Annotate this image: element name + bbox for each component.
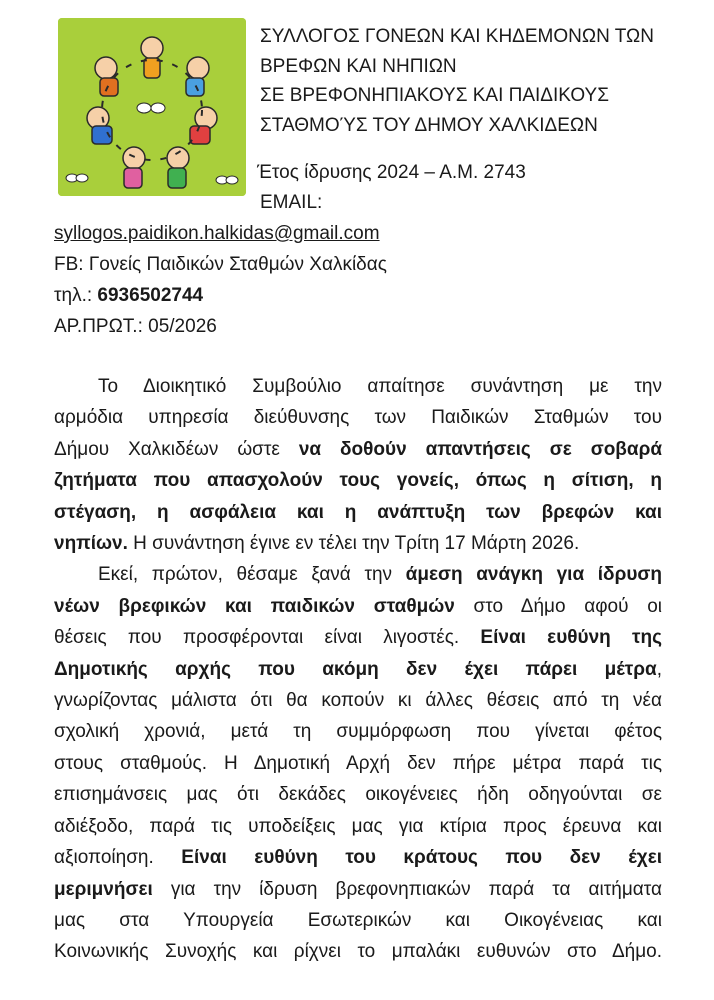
org-line: ΣΕ ΒΡΕΦΟΝΗΠΙΑΚΟΥΣ ΚΑΙ ΠΑΙΔΙΚΟΥΣ [260, 85, 609, 106]
children-circle-logo-icon [58, 18, 246, 196]
text-line [54, 779, 662, 810]
text-line [54, 905, 662, 936]
email-link[interactable]: syllogos.paidikon.halkidas@gmail.com [54, 223, 380, 244]
text-line [54, 748, 662, 779]
text-line [54, 434, 662, 465]
bold-span: στέγαση, η ασφάλεια και η ανάπτυξη των βρεφών και [54, 501, 662, 523]
text-span: Το Διοικητικό Συμβούλιο απαίτησε συνάντηση με την [98, 376, 662, 397]
letter-body [54, 371, 662, 968]
text-span: , [656, 658, 662, 680]
text-span: Κοινωνικής Συνοχής και ρίχνει το μπαλάκι ευθυνών στο Δήμο. [54, 941, 662, 963]
text-span: επισημάνσεις μας ότι δεκάδες οικογένειες ήδη οδηγούνται σε [54, 784, 662, 806]
bold-span: νηπίων. [54, 533, 128, 555]
text-line [54, 371, 662, 402]
text-line [54, 559, 662, 590]
bold-span: άμεση ανάγκη για ίδρυση [405, 564, 662, 586]
phone-label: τηλ.: [54, 285, 93, 306]
bold-span: Δημοτικής αρχής που ακόμη δεν έχει πάρει μέτρα [54, 658, 657, 680]
org-line: ΣΤΑΘΜΟΎΣ ΤΟΥ ΔΗΜΟΥ ΧΑΛΚΙΔΕΩΝ [260, 114, 598, 136]
text-line [54, 622, 662, 653]
founded-info: Έτος ίδρυσης 2024 – Α.Μ. 2743 [257, 162, 526, 183]
protocol-number: ΑΡ.ΠΡΩΤ.: 05/2026 [54, 316, 217, 337]
facebook-info: FB: Γονείς Παιδικών Σταθμών Χαλκίδας [54, 254, 387, 275]
text-line [54, 716, 662, 747]
bold-span: Είναι ευθύνη της [480, 627, 662, 649]
phone-row [54, 280, 694, 311]
bold-span: Είναι ευθύνη του κράτους που δεν έχει [181, 847, 663, 869]
text-line [54, 685, 662, 716]
text-span: σχολική χρονιά, μετά τη συμμόρφωση που γίνεται φέτος [54, 721, 662, 743]
text-span: Δήμου Χαλκιδέων ώστε [54, 438, 299, 460]
email-label: EMAIL: [260, 192, 323, 213]
association-logo [58, 18, 246, 196]
text-line [54, 497, 662, 528]
contact-block [54, 218, 694, 342]
text-span: αρμόδια υπηρεσία διεύθυνσης των Παιδικών Σταθμών του [54, 407, 662, 429]
text-line [54, 591, 662, 622]
text-span: Η συνάντηση έγινε εν τέλει την Τρίτη 17 Μάρτη 2026. [127, 533, 580, 555]
text-span: γνωρίζοντας μάλιστα ότι θα κοπούν κι άλλες θέσεις από τη νέα [54, 690, 662, 712]
bold-span: μεριμνήσει [54, 878, 153, 900]
bold-span: ζητήματα που απασχολούν τους γονείς, όπως η σίτιση, η [54, 470, 662, 492]
text-span: θέσεις που προσφέρονται είναι λιγοστές. [54, 627, 481, 649]
text-span: για την ίδρυση βρεφονηπιακών παρά τα αιτήματα [152, 878, 662, 900]
phone-number: 6936502744 [97, 285, 204, 306]
bold-span: να δοθούν απαντήσεις σε σοβαρά [298, 438, 663, 460]
text-span: Εκεί, πρώτον, θέσαμε ξανά την [98, 564, 406, 586]
text-line [54, 402, 662, 433]
organization-name [260, 22, 700, 140]
org-line: ΣΥΛΛΟΓΟΣ ΓΟΝΕΩΝ ΚΑΙ ΚΗΔΕΜΟΝΩΝ ΤΩΝ [260, 26, 654, 47]
text-line [54, 811, 662, 842]
text-line [54, 936, 662, 967]
org-line: ΒΡΕΦΩΝ ΚΑΙ ΝΗΠΙΩΝ [260, 55, 457, 77]
text-line [54, 654, 662, 685]
text-span: στους σταθμούς. Η Δημοτική Αρχή δεν πήρε μέτρα παρά τις [54, 752, 662, 774]
text-span: αδιέξοδο, παρά τις υποδείξεις μας για κτίρια προς έρευνα και [54, 815, 662, 837]
text-line [54, 842, 662, 873]
text-span: αξιοποίηση. [54, 847, 182, 869]
text-span: μας στα Υπουργεία Εσωτερικών και Οικογένειας και [54, 909, 662, 931]
text-line [54, 465, 662, 496]
text-line [54, 528, 662, 559]
bold-span: νέων βρεφικών και παιδικών σταθμών [54, 595, 455, 617]
text-line [54, 874, 662, 905]
text-span: στο Δήμο αφού οι [454, 595, 662, 617]
